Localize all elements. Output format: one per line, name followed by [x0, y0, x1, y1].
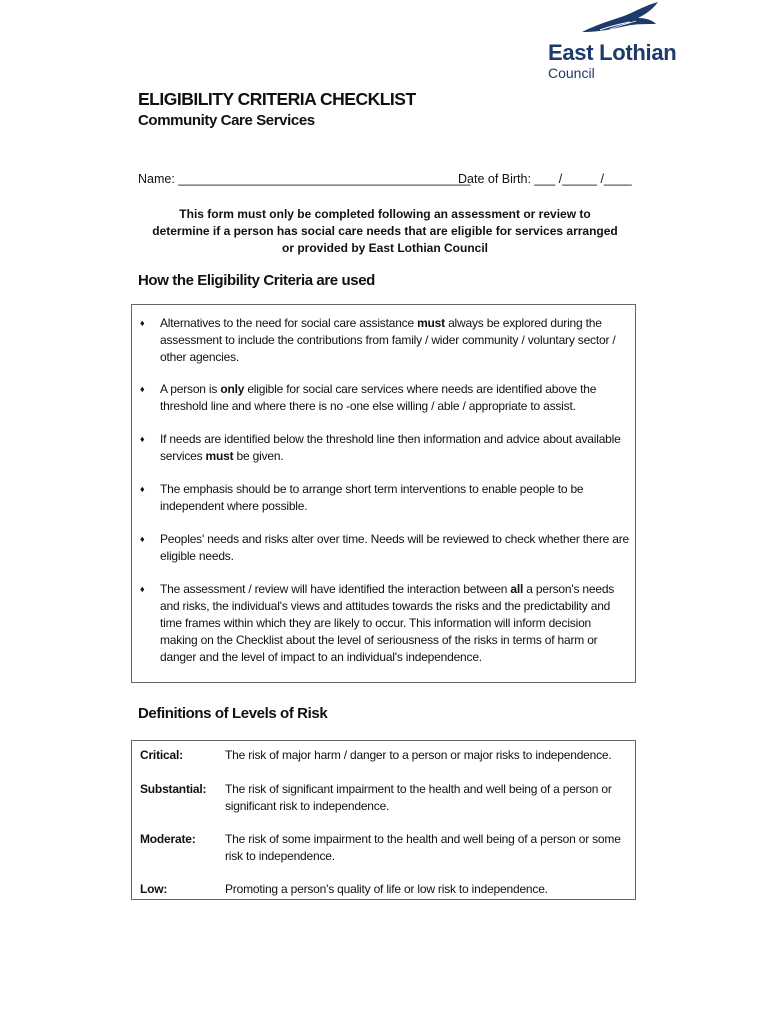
criteria-box: ♦ Alternatives to the need for social care assistance must always be explored during the assessment to include the contributions from family / wider community / voluntary sector / other agencies. ♦ A person is only eligible for social care services where needs are identified above the threshold line and where there is no -one else willing / able / appropriate to assist. ♦ If needs are identified below the threshold line then information and advice about available services must be given. ♦ The emphasis should be to arrange short term interventions to enable people to be independent where possible. ♦ Peoples' needs and risks alter over time. Needs will be reviewed to check whether there are eligible needs. ♦ The assessment / review will have identified the interaction between all a person's needs and risks, the individual's views and attitudes towards the risks and the predictability and time frames within which they are likely to occur. This information will inform decision making on the Checklist about the level of seriousness of the risks in terms of harm or danger and the level of impact to an individual's independence.	[131, 304, 636, 683]
council-logo	[540, 2, 700, 80]
definition-desc: Promoting a person's quality of life or low risk to independence.	[225, 882, 548, 896]
document-title: ELIGIBILITY CRITERIA CHECKLIST	[138, 89, 416, 109]
definition-term: Moderate:	[140, 832, 196, 846]
dob-field[interactable]: Date of Birth: ___ /_____ /____	[458, 172, 632, 186]
diamond-bullet-icon: ♦	[140, 584, 145, 594]
definition-term: Substantial:	[140, 782, 207, 796]
diamond-bullet-icon: ♦	[140, 534, 145, 544]
name-field[interactable]: Name: __________________________________________	[138, 172, 471, 186]
definition-desc: The risk of significant impairment to the health and well being of a person or significant risk to independence.	[225, 782, 612, 813]
section-heading-criteria: How the Eligibility Criteria are used	[138, 272, 375, 289]
diamond-bullet-icon: ♦	[140, 318, 145, 328]
definition-term: Low:	[140, 882, 168, 896]
diamond-bullet-icon: ♦	[140, 484, 145, 494]
risk-definitions-table	[131, 740, 636, 900]
eagle-icon	[580, 2, 660, 38]
intro-notice: This form must only be completed following an assessment or review to determine if a person has social care needs that are eligible for services arranged or provided by East Lothian Council	[152, 207, 618, 255]
document-subtitle: Community Care Services	[138, 112, 315, 129]
definition-term: Critical:	[140, 748, 183, 762]
definition-desc: The risk of some impairment to the health and well being of a person or some risk to independence.	[225, 832, 621, 863]
section-heading-definitions: Definitions of Levels of Risk	[138, 705, 328, 722]
logo-line2: Council	[548, 65, 595, 81]
diamond-bullet-icon: ♦	[140, 434, 145, 444]
diamond-bullet-icon: ♦	[140, 384, 145, 394]
definition-desc: The risk of major harm / danger to a person or major risks to independence.	[225, 748, 612, 762]
logo-line1: East Lothian	[548, 40, 677, 65]
